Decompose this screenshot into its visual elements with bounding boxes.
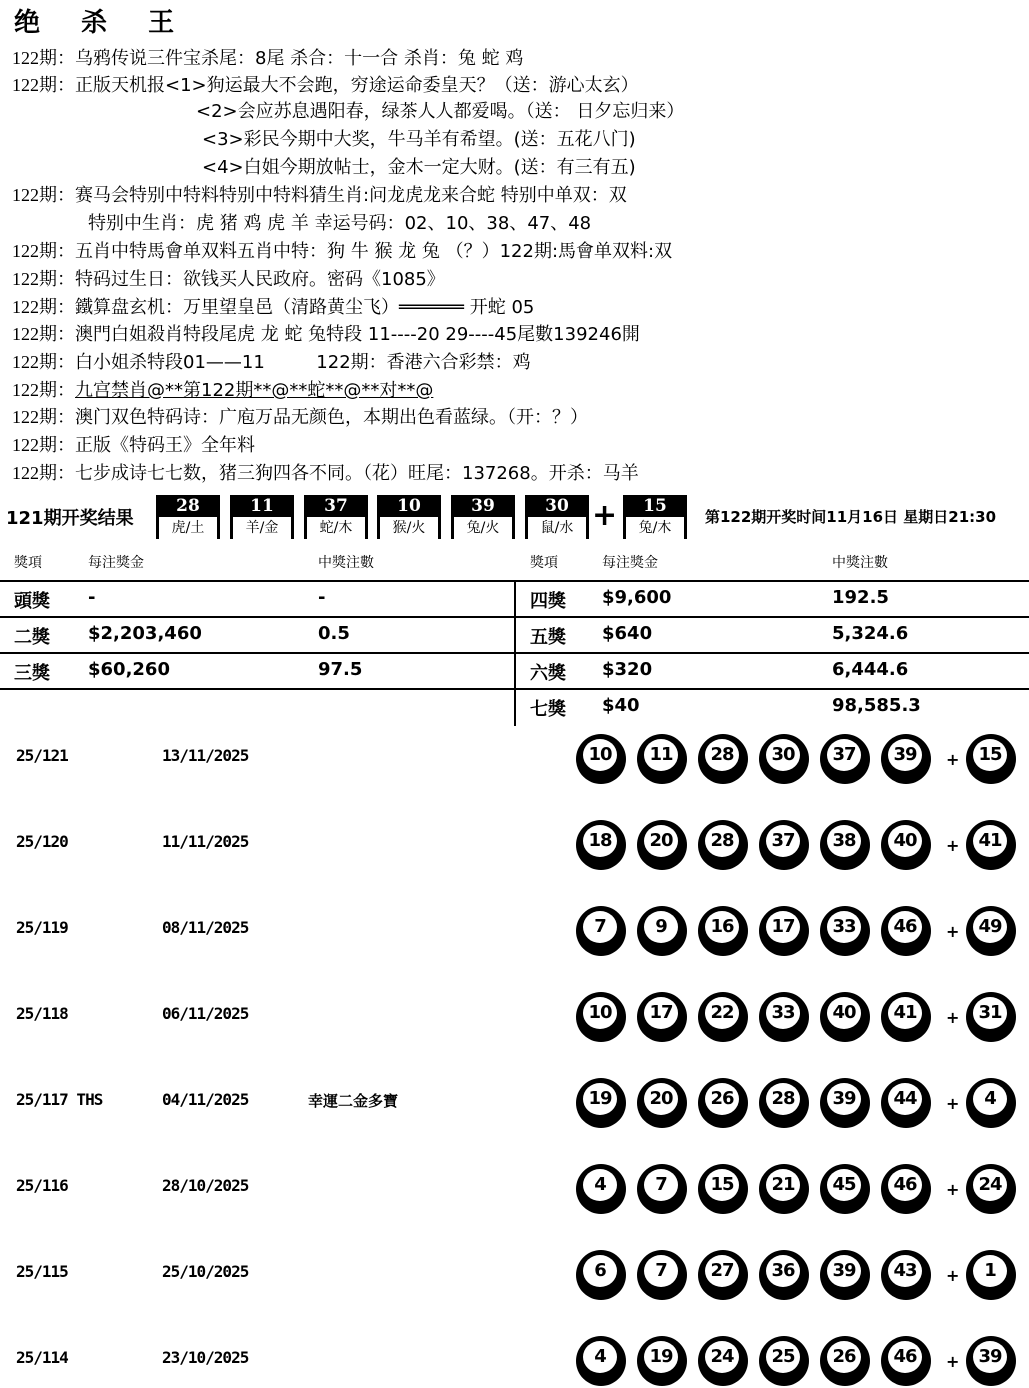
number-ball [820,820,870,870]
prediction-text: 正版《特码王》全年料 [75,435,255,456]
period-label: 122期： [12,463,75,483]
ball-number: 4 [583,1169,617,1201]
prize-count: - [318,587,326,608]
number-ball [881,820,931,870]
prediction-text: 澳门双色特码诗：广庖万品无颜色，本期出色看蓝绿。（开：？） [75,407,588,428]
prediction-text: 特别中生肖：虎 猪 鸡 虎 羊 幸运号码：02、10、38、47、48 [88,213,592,234]
ball-number: 39 [827,1083,861,1115]
ball-number: 11 [644,739,678,771]
prediction-line [12,348,531,376]
prize-amount: $320 [602,659,653,680]
ball-number: 39 [973,1341,1007,1373]
prediction-line [12,320,640,348]
period-label: 122期： [12,75,75,95]
prize-row [516,652,1029,688]
ball-number: 30 [528,495,586,517]
plus-icon: + [946,1352,960,1371]
ball-number: 11 [233,495,291,517]
prize-count: 5,324.6 [832,623,909,644]
number-ball [698,906,748,956]
number-ball [759,1078,809,1128]
prediction-line [196,98,684,126]
ball-number: 6 [583,1255,617,1287]
plus-icon: + [946,1180,960,1199]
number-ball [759,734,809,784]
ball-number: 7 [583,911,617,943]
draw-period: 25/118 [16,1004,68,1023]
number-ball [576,1336,626,1386]
ball-number: 37 [307,495,365,517]
result-ball [525,495,589,539]
prediction-text: 正版天机报<1>狗运最大不会跑，穷途运命委皇天？（送：游心太玄） [75,75,639,96]
ball-number: 27 [705,1255,739,1287]
draw-period: 25/116 [16,1176,68,1195]
prediction-line [12,293,534,321]
number-ball [576,1164,626,1214]
prize-row [516,580,1029,616]
ball-number: 20 [644,825,678,857]
special-number-ball [966,906,1016,956]
draw-date: 08/11/2025 [162,918,249,937]
ball-number: 10 [583,997,617,1029]
number-ball [820,1078,870,1128]
draw-note: 幸運二金多寶 [308,1092,399,1110]
number-ball [637,992,687,1042]
ball-number: 17 [766,911,800,943]
prize-count: 97.5 [318,659,363,680]
number-ball [820,1336,870,1386]
prediction-text: 乌鸦传说三件宝杀尾：8尾 杀合：十一合 杀肖：兔 蛇 鸡 [75,48,524,69]
ball-number: 21 [766,1169,800,1201]
number-ball [820,1250,870,1300]
next-draw-time: 第122期开奖时间11月16日 星期日21:30 [705,508,997,526]
number-ball [637,1336,687,1386]
prediction-text: 五肖中特馬會单双料五肖中特：狗 牛 猴 龙 兔 （？）122期:馬會单双料:双 [75,241,673,262]
prize-name: 頭獎 [14,591,50,612]
plus-icon: + [946,922,960,941]
prize-amount: $2,203,460 [88,623,202,644]
ball-number: 19 [583,1083,617,1115]
ball-number: 41 [973,825,1007,857]
draw-date: 04/11/2025 [162,1090,249,1109]
plus-icon: + [946,836,960,855]
ball-number: 15 [973,739,1007,771]
prize-row [0,616,514,652]
prize-count: 98,585.3 [832,695,921,716]
results-label: 121期开奖结果 [6,508,134,529]
ball-zodiac: 羊/金 [245,520,279,536]
number-ball [881,1336,931,1386]
prediction-link[interactable]: 九宫禁肖@**第122期**@**蛇**@**对**@ [75,380,434,401]
special-number-ball [966,1336,1016,1386]
prize-name: 三獎 [14,663,50,684]
result-ball [304,495,368,539]
ball-zodiac: 兔/火 [466,520,500,536]
prediction-text: 赛马会特别中特料特别中特料猜生肖:问龙虎龙来合蛇 特别中单双：双 [75,185,627,206]
number-ball [637,1164,687,1214]
result-ball [451,495,515,539]
ball-number: 4 [583,1341,617,1373]
draw-period: 25/119 [16,918,68,937]
ball-number: 38 [827,825,861,857]
history-row [0,1332,1029,1388]
draw-period: 25/114 [16,1348,68,1367]
prize-count: 6,444.6 [832,659,909,680]
ball-number: 46 [888,911,922,943]
header-prize: 獎項 [14,555,42,571]
prediction-line [12,71,639,99]
prize-amount: - [88,587,96,608]
ball-number: 1 [973,1255,1007,1287]
number-ball [820,906,870,956]
history-row [0,1160,1029,1220]
draw-period: 25/121 [16,746,68,765]
number-ball [881,992,931,1042]
prediction-line [202,126,636,154]
history-row [0,1246,1029,1306]
ball-number: 33 [827,911,861,943]
number-ball [759,1336,809,1386]
prediction-line [12,459,639,487]
number-ball [881,1164,931,1214]
prize-count: 192.5 [832,587,889,608]
prize-name: 四獎 [530,591,566,612]
special-number-ball [966,734,1016,784]
ball-number: 30 [766,739,800,771]
ball-number: 7 [644,1255,678,1287]
number-ball [576,820,626,870]
ball-number: 18 [583,825,617,857]
number-ball [759,992,809,1042]
number-ball [698,1164,748,1214]
ball-number: 33 [766,997,800,1029]
ball-zodiac: 猴/火 [392,520,426,536]
ball-number: 45 [827,1169,861,1201]
ball-number: 40 [888,825,922,857]
history-row [0,816,1029,876]
ball-number: 24 [705,1341,739,1373]
ball-number: 31 [973,997,1007,1029]
prize-amount: $9,600 [602,587,672,608]
prediction-text: <4>白姐今期放帖士，金木一定大财。(送：有三有五) [202,157,636,178]
ball-number: 26 [705,1083,739,1115]
prize-name: 二獎 [14,627,50,648]
period-label: 122期： [12,269,75,289]
header-count: 中獎注數 [832,555,888,571]
ball-number: 15 [626,495,684,517]
prediction-line [12,44,523,72]
history-row [0,1074,1029,1134]
period-label: 122期： [12,185,75,205]
special-number-ball [966,1078,1016,1128]
prediction-line [12,181,627,209]
number-ball [576,1078,626,1128]
draw-date: 06/11/2025 [162,1004,249,1023]
ball-number: 26 [827,1341,861,1373]
special-number-ball [966,1250,1016,1300]
ball-number: 4 [973,1083,1007,1115]
draw-date: 13/11/2025 [162,746,249,765]
number-ball [698,734,748,784]
prize-name: 六獎 [530,663,566,684]
prize-row [0,652,514,688]
ball-zodiac: 兔/木 [638,520,672,536]
number-ball [698,1250,748,1300]
period-label: 122期： [12,352,75,372]
history-row [0,902,1029,962]
prediction-text: 鐵算盘玄机：万里望皇邑（清路黄尘飞）══════ 开蛇 05 [75,297,535,318]
ball-number: 17 [644,997,678,1029]
number-ball [820,734,870,784]
prediction-line [88,210,591,238]
result-ball [377,495,441,539]
prize-table [0,546,1029,726]
number-ball [881,1250,931,1300]
special-number-ball [966,992,1016,1042]
prediction-text: <3>彩民今期中大奖，牛马羊有希望。(送：五花八门) [202,129,636,150]
ball-zodiac: 蛇/木 [319,520,353,536]
period-label: 122期： [12,380,75,400]
number-ball [576,1250,626,1300]
prize-count: 0.5 [318,623,350,644]
prediction-line [12,403,588,431]
header-count: 中獎注數 [318,555,374,571]
prediction-line [12,237,672,265]
number-ball [576,734,626,784]
prize-amount: $640 [602,623,653,644]
number-ball [698,1078,748,1128]
prize-name: 五獎 [530,627,566,648]
number-ball [759,820,809,870]
number-ball [576,992,626,1042]
ball-number: 39 [888,739,922,771]
prize-row [516,688,1029,724]
prediction-text: <2>会应苏息遇阳春，绿茶人人都爱喝。（送： 日夕忘归来） [196,101,685,122]
number-ball [820,1164,870,1214]
prediction-line [12,376,433,404]
number-ball [637,1078,687,1128]
ball-number: 37 [827,739,861,771]
ball-number: 24 [973,1169,1007,1201]
ball-number: 46 [888,1169,922,1201]
ball-number: 28 [766,1083,800,1115]
draw-period: 25/115 [16,1262,68,1281]
number-ball [698,1336,748,1386]
ball-number: 19 [644,1341,678,1373]
number-ball [637,906,687,956]
period-label: 122期： [12,297,75,317]
header-amount: 每注獎金 [602,555,658,571]
page-title: 绝 杀 王 [14,8,191,38]
result-ball [230,495,294,539]
prize-row [516,616,1029,652]
draw-date: 11/11/2025 [162,832,249,851]
number-ball [881,734,931,784]
prize-row [0,580,514,616]
number-ball [820,992,870,1042]
ball-number: 7 [644,1169,678,1201]
ball-number: 39 [454,495,512,517]
ball-number: 41 [888,997,922,1029]
history-row [0,730,1029,790]
prediction-text: 白小姐杀特段01——11 122期：香港六合彩禁：鸡 [75,352,531,373]
plus-icon: + [946,1008,960,1027]
ball-number: 43 [888,1255,922,1287]
plus-icon: + [946,750,960,769]
number-ball [698,992,748,1042]
prediction-line [12,431,255,459]
number-ball [637,734,687,784]
prediction-text: 特码过生日：欲钱买人民政府。密码《1085》 [75,269,445,290]
number-ball [759,1250,809,1300]
number-ball [637,1250,687,1300]
ball-number: 28 [159,495,217,517]
row-divider [0,688,514,690]
ball-number: 10 [380,495,438,517]
prediction-line [202,154,636,182]
ball-number: 20 [644,1083,678,1115]
ball-number: 40 [827,997,861,1029]
draw-date: 23/10/2025 [162,1348,249,1367]
special-number-ball [966,820,1016,870]
ball-number: 16 [705,911,739,943]
ball-number: 44 [888,1083,922,1115]
special-number-ball [966,1164,1016,1214]
ball-number: 25 [766,1341,800,1373]
draw-date: 25/10/2025 [162,1262,249,1281]
prediction-text: 澳門白姐殺肖特段尾虎 龙 蛇 兔特段 11----20 29----45尾數139246開 [75,324,640,345]
period-label: 122期： [12,435,75,455]
header-prize: 獎項 [530,555,558,571]
ball-number: 9 [644,911,678,943]
draw-results [0,492,1029,542]
period-label: 122期： [12,48,75,68]
header-amount: 每注獎金 [88,555,144,571]
ball-zodiac: 鼠/水 [540,520,574,536]
draw-date: 28/10/2025 [162,1176,249,1195]
number-ball [881,1078,931,1128]
ball-number: 46 [888,1341,922,1373]
history-row [0,988,1029,1048]
draw-period: 25/117 THS [16,1090,103,1109]
number-ball [576,906,626,956]
ball-number: 49 [973,911,1007,943]
plus-icon: + [592,498,618,533]
prize-amount: $40 [602,695,640,716]
prediction-text: 七步成诗七七数，猪三狗四各不同。（花）旺尾：137268。开杀：马羊 [75,463,639,484]
draw-period: 25/120 [16,832,68,851]
period-label: 122期： [12,241,75,261]
plus-icon: + [946,1266,960,1285]
number-ball [637,820,687,870]
result-ball [156,495,220,539]
number-ball [881,906,931,956]
prize-name: 七獎 [530,699,566,720]
ball-zodiac: 虎/土 [171,520,205,536]
ball-number: 22 [705,997,739,1029]
ball-number: 36 [766,1255,800,1287]
number-ball [698,820,748,870]
special-ball [623,495,687,539]
ball-number: 28 [705,825,739,857]
period-label: 122期： [12,407,75,427]
plus-icon: + [946,1094,960,1113]
ball-number: 10 [583,739,617,771]
period-label: 122期： [12,324,75,344]
prize-amount: $60,260 [88,659,170,680]
prediction-line [12,265,445,293]
ball-number: 37 [766,825,800,857]
number-ball [759,906,809,956]
ball-number: 28 [705,739,739,771]
ball-number: 39 [827,1255,861,1287]
ball-number: 15 [705,1169,739,1201]
number-ball [759,1164,809,1214]
